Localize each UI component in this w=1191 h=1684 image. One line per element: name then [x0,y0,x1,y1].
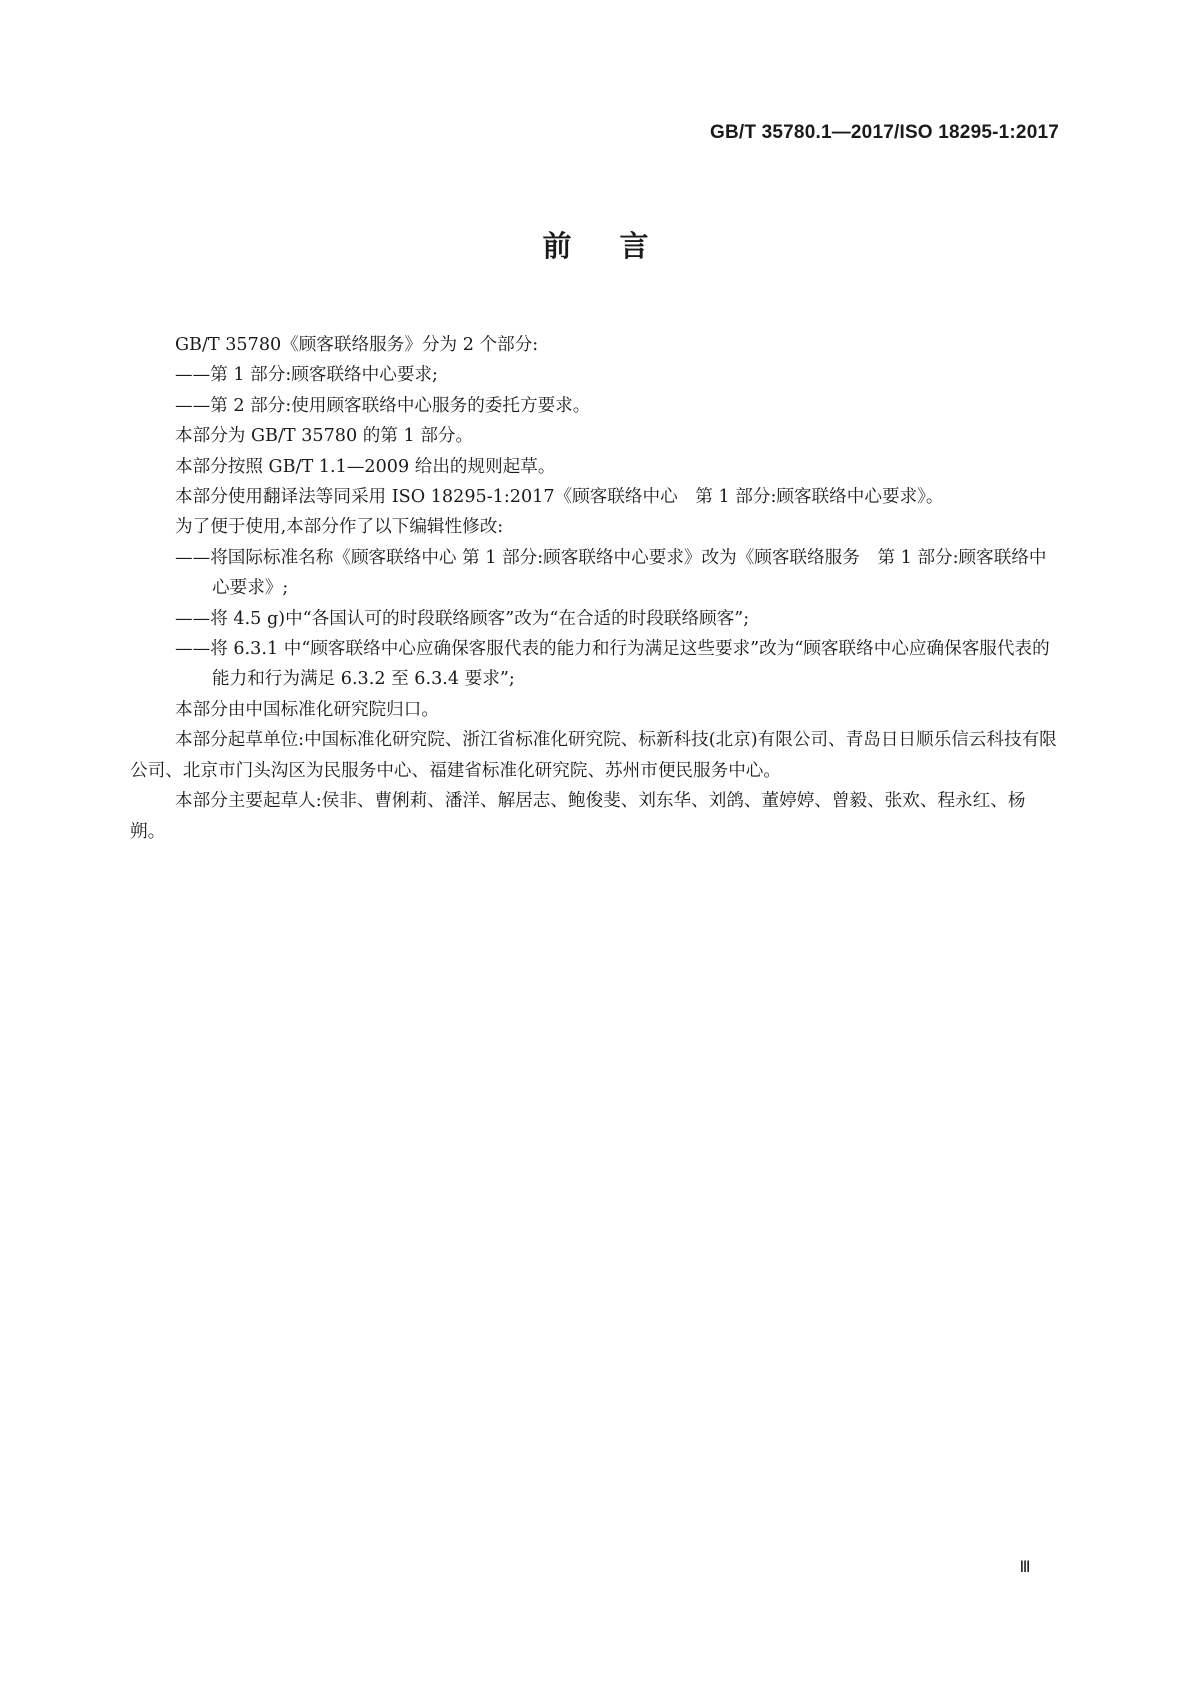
list-item: ——将 6.3.1 中“顾客联络中心应确保客服代表的能力和行为满足这些要求”改为“顾客联络中心应确保客服代表的能力和行为满足 6.3.2 至 6.3.4 要求”; [175,639,1050,690]
body-paragraph: 为了便于使用,本部分作了以下编辑性修改: [175,517,504,538]
page-title: 前言 [542,229,697,263]
list-item: ——第 1 部分:顾客联络中心要求; [175,365,438,386]
list-item: ——第 2 部分:使用顾客联络中心服务的委托方要求。 [175,395,591,416]
list-item: ——将国际标准名称《顾客联络中心 第 1 部分:顾客联络中心要求》改为《顾客联络服务 第 1 部分:顾客联络中心要求》; [175,547,1047,599]
body-paragraph: 本部分由中国标准化研究院归口。 [175,699,439,720]
body-paragraph: 本部分起草单位:中国标准化研究院、浙江省标准化研究院、标新科技(北京)有限公司、青岛日日顺乐信云科技有限公司、北京市门头沟区为民服务中心、福建省标准化研究院、苏州市便民服务中心。 [130,730,1057,781]
body-paragraph: 本部分为 GB/T 35780 的第 1 部分。 [175,426,474,447]
document-code: GB/T 35780.1—2017/ISO 18295-1:2017 [709,122,1059,143]
body-paragraph: GB/T 35780《顾客联络服务》分为 2 个部分: [175,335,539,355]
body-paragraph: 本部分使用翻译法等同采用 ISO 18295-1:2017《顾客联络中心 第 1 部分:顾客联络中心要求》。 [175,487,944,508]
body-paragraph: 本部分按照 GB/T 1.1—2009 给出的规则起草。 [175,456,556,477]
list-item: ——将 4.5 g)中“各国认可的时段联络顾客”改为“在合适的时段联络顾客”; [175,608,750,629]
document-body [130,330,1060,847]
page-number: Ⅲ [1019,1559,1031,1576]
body-paragraph: 本部分主要起草人:侯非、曹俐莉、潘洋、解居志、鲍俊斐、刘东华、刘鸽、董婷婷、曾毅、张欢、程永红、杨朔。 [130,791,1026,842]
